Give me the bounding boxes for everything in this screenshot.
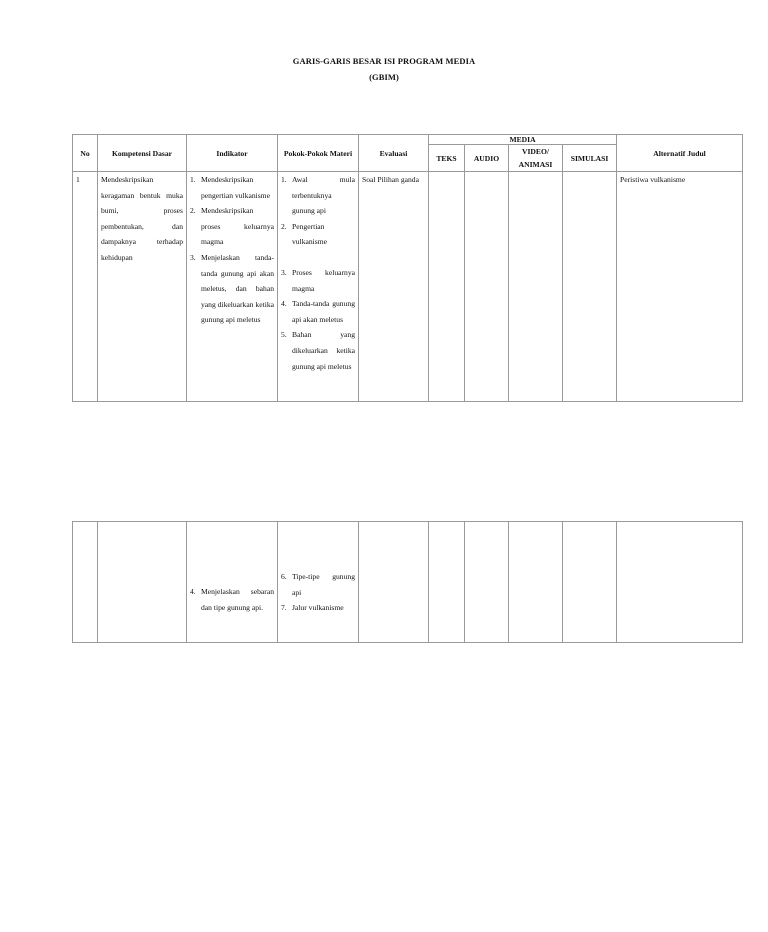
header-teks: TEKS [429, 145, 465, 172]
header-video-animasi: VIDEO/ ANIMASI [509, 145, 563, 172]
cell-alternatif-judul: Peristiwa vulkanisme [617, 172, 743, 402]
header-media: MEDIA [429, 135, 617, 145]
cell-teks [429, 522, 465, 643]
list-item: 2. Mendeskripsikan proses keluarnya magma [190, 206, 274, 247]
header-audio: AUDIO [465, 145, 509, 172]
list-item: 7. Jalur vulkanisme [281, 603, 344, 613]
cell-kompetensi-dasar [98, 522, 187, 643]
table-row [73, 522, 743, 643]
document-title: GARIS-GARIS BESAR ISI PROGRAM MEDIA [292, 56, 476, 66]
header-indikator: Indikator [187, 135, 278, 172]
cell-audio [465, 522, 509, 643]
header-pokok-materi: Pokok-Pokok Materi [278, 135, 359, 172]
gbim-table [72, 134, 743, 402]
cell-audio [465, 172, 509, 402]
list-item: 4. Tanda-tanda gunung api akan meletus [281, 299, 355, 324]
cell-video-animasi [509, 522, 563, 643]
header-kompetensi-dasar: Kompetensi Dasar [98, 135, 187, 172]
list-item: 5. Bahan yang dikeluarkan ketika gunung api meletus [281, 330, 355, 371]
table-row [73, 172, 743, 402]
cell-evaluasi: Soal Pilihan ganda [359, 172, 429, 402]
cell-video-animasi [509, 172, 563, 402]
cell-pokok-materi [278, 172, 359, 402]
header-alternatif-judul: Alternatif Judul [617, 135, 743, 172]
cell-pokok-materi [278, 522, 359, 643]
cell-teks [429, 172, 465, 402]
cell-alternatif-judul [617, 522, 743, 643]
list-item: 3. Menjelaskan tanda-tanda gunung api akan meletus, dan bahan yang dikeluarkan ketika gunung api meletus [190, 252, 274, 325]
list-item: 3. Proses keluarnya magma [281, 267, 355, 293]
gbim-table-continued [72, 521, 743, 643]
cell-evaluasi [359, 522, 429, 643]
cell-simulasi [563, 172, 617, 402]
cell-indikator [187, 522, 278, 643]
cell-indikator [187, 172, 278, 402]
cell-simulasi [563, 522, 617, 643]
header-evaluasi: Evaluasi [359, 135, 429, 172]
list-item: 6. Tipe-tipe gunung api [281, 572, 355, 597]
list-item: 1. Awal mula terbentuknya gunung api [281, 175, 355, 216]
cell-no: 1 [73, 172, 98, 402]
cell-kompetensi-dasar: Mendeskripsikan keragaman bentuk muka bumi, proses pembentukan, dan dampaknya terhadap kehidupan [98, 172, 187, 402]
header-no: No [73, 135, 98, 172]
header-simulasi: SIMULASI [563, 145, 617, 172]
cell-no [73, 522, 98, 643]
list-item: 2. Pengertian vulkanisme [281, 221, 328, 247]
list-item: 4. Menjelaskan sebaran dan tipe gunung api. [190, 587, 274, 612]
document-subtitle: (GBIM) [369, 72, 399, 82]
list-item: 1. Mendeskripsikan pengertian vulkanisme [190, 175, 270, 200]
